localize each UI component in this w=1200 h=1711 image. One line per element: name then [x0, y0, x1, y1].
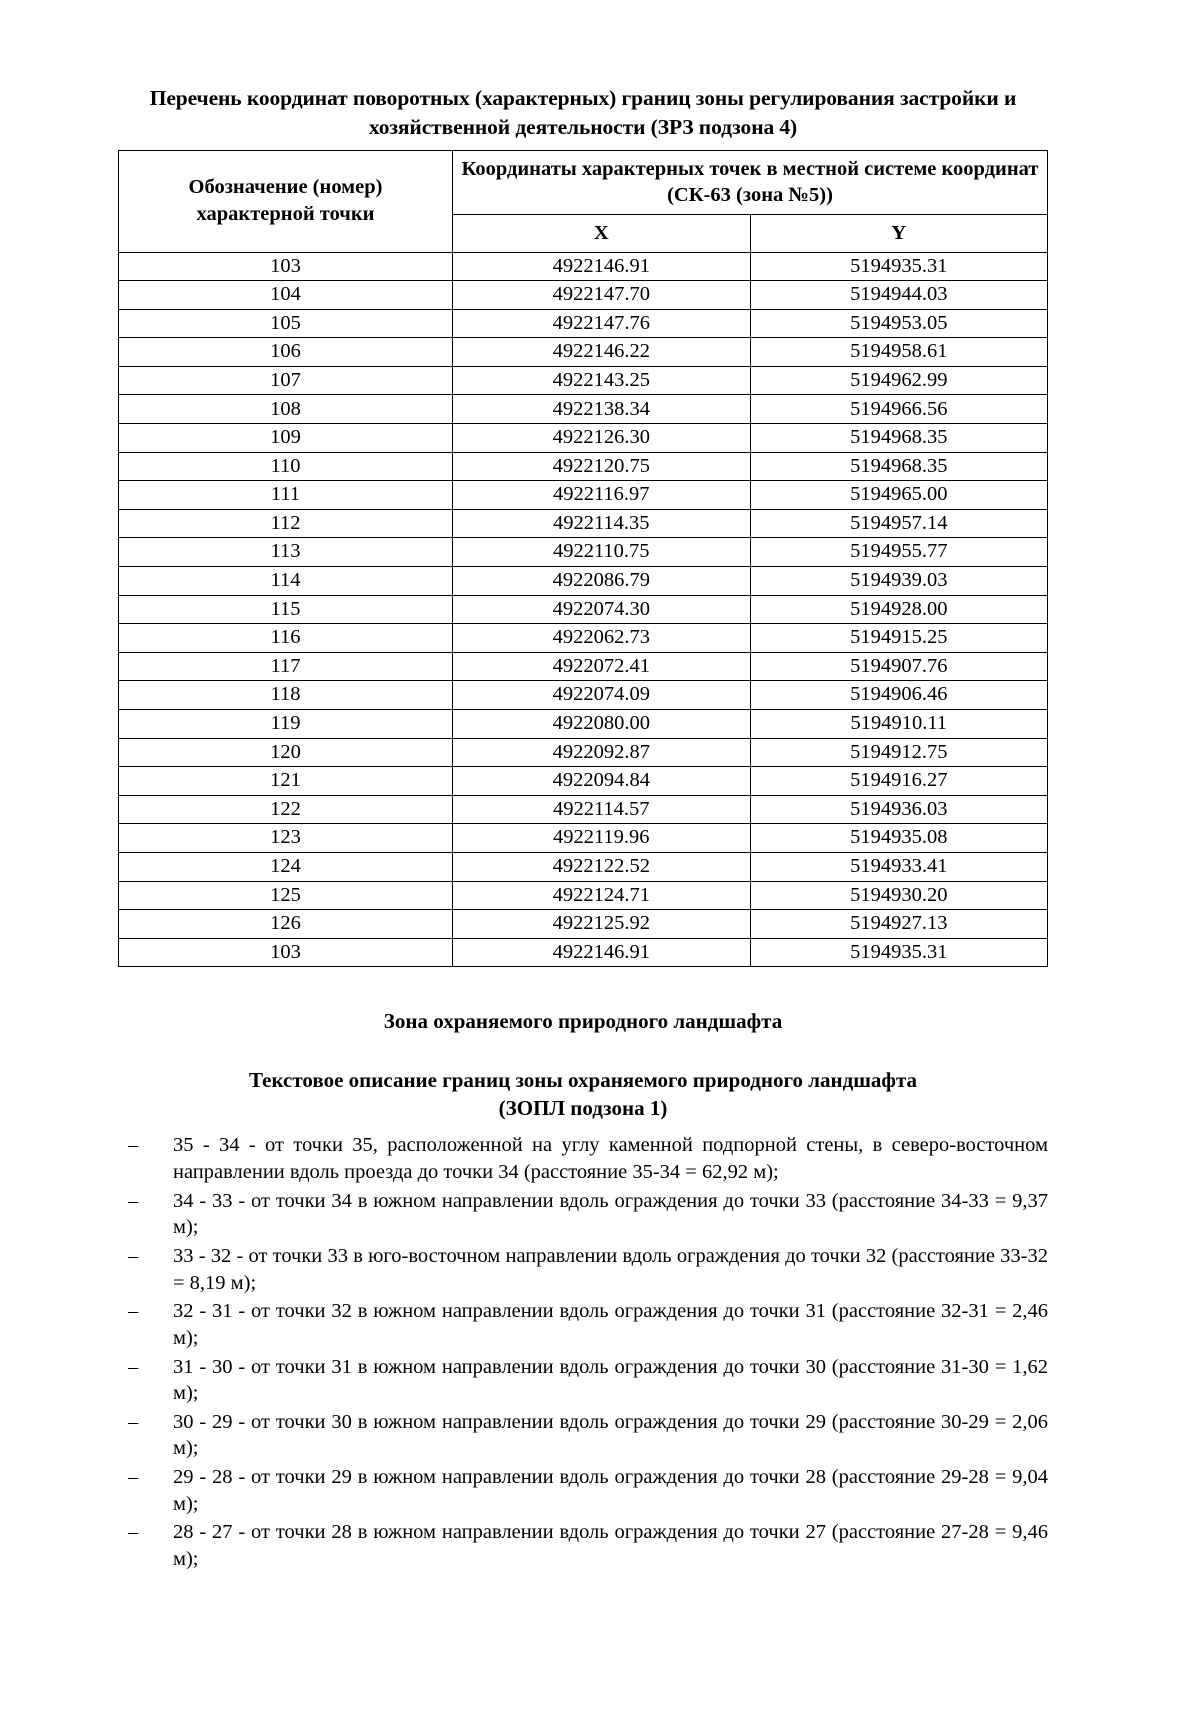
table-body — [119, 252, 1048, 967]
table-row — [119, 338, 1048, 367]
spacer-after-table — [118, 967, 1048, 1007]
cell-x: 4922119.96 — [453, 824, 751, 853]
table-row — [119, 824, 1048, 853]
cell-y: 5194915.25 — [750, 624, 1048, 653]
cell-y: 5194930.20 — [750, 881, 1048, 910]
cell-x: 4922124.71 — [453, 881, 751, 910]
list-item — [118, 1519, 1048, 1572]
cell-y: 5194944.03 — [750, 281, 1048, 310]
table-row — [119, 509, 1048, 538]
cell-point-number: 122 — [119, 795, 453, 824]
cell-point-number: 119 — [119, 710, 453, 739]
cell-y: 5194910.11 — [750, 710, 1048, 739]
cell-x: 4922116.97 — [453, 481, 751, 510]
list-item-marker: – — [128, 1244, 139, 1267]
cell-x: 4922072.41 — [453, 652, 751, 681]
table-row — [119, 567, 1048, 596]
cell-y: 5194935.08 — [750, 824, 1048, 853]
description-heading-line-2: (ЗОПЛ подзона 1) — [498, 1096, 668, 1121]
cell-x: 4922147.76 — [453, 309, 751, 338]
list-item-text: 33 - 32 - от точки 33 в юго-восточном направлении вдоль ограждения до точки 32 (расстояние 33-32 = 8,19 м); — [173, 1244, 1048, 1294]
cell-x: 4922146.91 — [453, 938, 751, 967]
cell-y: 5194962.99 — [750, 366, 1048, 395]
list-item — [118, 1409, 1048, 1462]
list-item-text: 28 - 27 - от точки 28 в южном направлении вдоль ограждения до точки 27 (расстояние 27-28 = 9,46 м); — [173, 1521, 1048, 1570]
cell-point-number: 108 — [119, 395, 453, 424]
cell-y: 5194955.77 — [750, 538, 1048, 567]
cell-y: 5194966.56 — [750, 395, 1048, 424]
list-item-marker: – — [128, 1134, 139, 1157]
table-header-row-1 — [119, 150, 1048, 214]
table-row — [119, 710, 1048, 739]
cell-x: 4922110.75 — [453, 538, 751, 567]
cell-point-number: 120 — [119, 738, 453, 767]
cell-x: 4922114.35 — [453, 509, 751, 538]
list-item — [118, 1354, 1048, 1407]
table-row — [119, 938, 1048, 967]
table-row — [119, 252, 1048, 281]
table-row — [119, 652, 1048, 681]
table-row — [119, 795, 1048, 824]
table-row — [119, 681, 1048, 710]
cell-x: 4922120.75 — [453, 452, 751, 481]
spacer-after-zone-heading — [118, 1036, 1048, 1066]
table-row — [119, 395, 1048, 424]
cell-y: 5194939.03 — [750, 567, 1048, 596]
cell-x: 4922080.00 — [453, 710, 751, 739]
list-item-marker: – — [128, 1466, 139, 1489]
table-row — [119, 366, 1048, 395]
list-item-text: 31 - 30 - от точки 31 в южном направлении вдоль ограждения до точки 30 (расстояние 31-30 = 1,62 м); — [173, 1355, 1048, 1405]
table-row — [119, 624, 1048, 653]
cell-x: 4922114.57 — [453, 795, 751, 824]
cell-point-number: 114 — [119, 567, 453, 596]
list-item-text: 34 - 33 - от точки 34 в южном направлении вдоль ограждения до точки 33 (расстояние 34-33 = 9,37 м); — [173, 1189, 1048, 1239]
cell-point-number: 110 — [119, 452, 453, 481]
spacer-before-list — [118, 1122, 1048, 1132]
cell-y: 5194953.05 — [750, 309, 1048, 338]
page-title-line-2: и хозяйственной деятельности (ЗРЗ подзона 4) — [368, 86, 1017, 139]
cell-point-number: 116 — [119, 624, 453, 653]
cell-x: 4922147.70 — [453, 281, 751, 310]
cell-y: 5194968.35 — [750, 452, 1048, 481]
cell-point-number: 106 — [119, 338, 453, 367]
cell-point-number: 107 — [119, 366, 453, 395]
coordinates-table — [118, 150, 1048, 968]
cell-x: 4922074.09 — [453, 681, 751, 710]
cell-y: 5194933.41 — [750, 852, 1048, 881]
cell-point-number: 104 — [119, 281, 453, 310]
cell-y: 5194928.00 — [750, 595, 1048, 624]
header-y: Y — [750, 214, 1048, 252]
page-title-line-1: Перечень координат поворотных (характерных) границ зоны регулирования застройки — [149, 86, 999, 110]
cell-x: 4922125.92 — [453, 910, 751, 939]
list-item-marker: – — [128, 1521, 139, 1544]
list-item — [118, 1298, 1048, 1351]
table-row — [119, 281, 1048, 310]
table-row — [119, 738, 1048, 767]
cell-point-number: 117 — [119, 652, 453, 681]
list-item — [118, 1243, 1048, 1296]
cell-x: 4922074.30 — [453, 595, 751, 624]
table-row — [119, 481, 1048, 510]
cell-x: 4922126.30 — [453, 424, 751, 453]
cell-point-number: 111 — [119, 481, 453, 510]
table-row — [119, 309, 1048, 338]
cell-y: 5194935.31 — [750, 938, 1048, 967]
cell-point-number: 125 — [119, 881, 453, 910]
table-row — [119, 538, 1048, 567]
list-item-marker: – — [128, 1410, 139, 1433]
list-item-text: 35 - 34 - от точки 35, расположенной на углу каменной подпорной стены, в северо-восточном направлении вдоль проезда до точки 34 (расстояние 35-34 = 62,92 м); — [173, 1134, 1048, 1184]
border-description-list — [118, 1132, 1048, 1572]
cell-point-number: 121 — [119, 767, 453, 796]
cell-y: 5194965.00 — [750, 481, 1048, 510]
table-row — [119, 910, 1048, 939]
cell-y: 5194936.03 — [750, 795, 1048, 824]
cell-y: 5194907.76 — [750, 652, 1048, 681]
cell-x: 4922092.87 — [453, 738, 751, 767]
list-item-marker: – — [128, 1189, 139, 1212]
table-head — [119, 150, 1048, 252]
table-row — [119, 852, 1048, 881]
cell-y: 5194935.31 — [750, 252, 1048, 281]
cell-point-number: 123 — [119, 824, 453, 853]
page-content — [118, 84, 1048, 1575]
list-item — [118, 1188, 1048, 1241]
cell-y: 5194957.14 — [750, 509, 1048, 538]
list-item — [118, 1132, 1048, 1185]
description-heading-line-1: Текстовое описание границ зоны охраняемого природного ландшафта — [248, 1067, 918, 1092]
cell-point-number: 115 — [119, 595, 453, 624]
cell-point-number: 124 — [119, 852, 453, 881]
cell-x: 4922146.22 — [453, 338, 751, 367]
cell-x: 4922146.91 — [453, 252, 751, 281]
cell-y: 5194912.75 — [750, 738, 1048, 767]
header-point-number: Обозначение (номер) характерной точки — [119, 150, 453, 252]
cell-x: 4922062.73 — [453, 624, 751, 653]
cell-x: 4922086.79 — [453, 567, 751, 596]
description-heading — [118, 1066, 1048, 1123]
table-row — [119, 452, 1048, 481]
list-item-text: 30 - 29 - от точки 30 в южном направлении вдоль ограждения до точки 29 (расстояние 30-29 = 2,06 м); — [173, 1410, 1048, 1460]
table-row — [119, 881, 1048, 910]
list-item-marker: – — [128, 1300, 139, 1323]
cell-y: 5194916.27 — [750, 767, 1048, 796]
table-row — [119, 767, 1048, 796]
cell-point-number: 112 — [119, 509, 453, 538]
cell-point-number: 113 — [119, 538, 453, 567]
cell-point-number: 126 — [119, 910, 453, 939]
list-item-marker: – — [128, 1355, 139, 1378]
table-row — [119, 595, 1048, 624]
cell-x: 4922138.34 — [453, 395, 751, 424]
cell-x: 4922094.84 — [453, 767, 751, 796]
cell-point-number: 105 — [119, 309, 453, 338]
zone-heading: Зона охраняемого природного ландшафта — [383, 1009, 783, 1034]
header-coordinates-group: Координаты характерных точек в местной системе координат (СК-63 (зона №5)) — [453, 150, 1048, 214]
list-item-text: 32 - 31 - от точки 32 в южном направлении вдоль ограждения до точки 31 (расстояние 32-31 = 2,46 м); — [173, 1300, 1048, 1349]
list-item-text: 29 - 28 - от точки 29 в южном направлении вдоль ограждения до точки 28 (расстояние 29-28 = 9,04 м); — [173, 1466, 1048, 1515]
cell-y: 5194958.61 — [750, 338, 1048, 367]
cell-y: 5194906.46 — [750, 681, 1048, 710]
cell-point-number: 118 — [119, 681, 453, 710]
cell-point-number: 103 — [119, 252, 453, 281]
page-title — [118, 84, 1048, 142]
cell-x: 4922122.52 — [453, 852, 751, 881]
cell-y: 5194968.35 — [750, 424, 1048, 453]
list-item — [118, 1464, 1048, 1517]
cell-point-number: 109 — [119, 424, 453, 453]
header-x: X — [453, 214, 751, 252]
cell-x: 4922143.25 — [453, 366, 751, 395]
cell-point-number: 103 — [119, 938, 453, 967]
table-row — [119, 424, 1048, 453]
cell-y: 5194927.13 — [750, 910, 1048, 939]
